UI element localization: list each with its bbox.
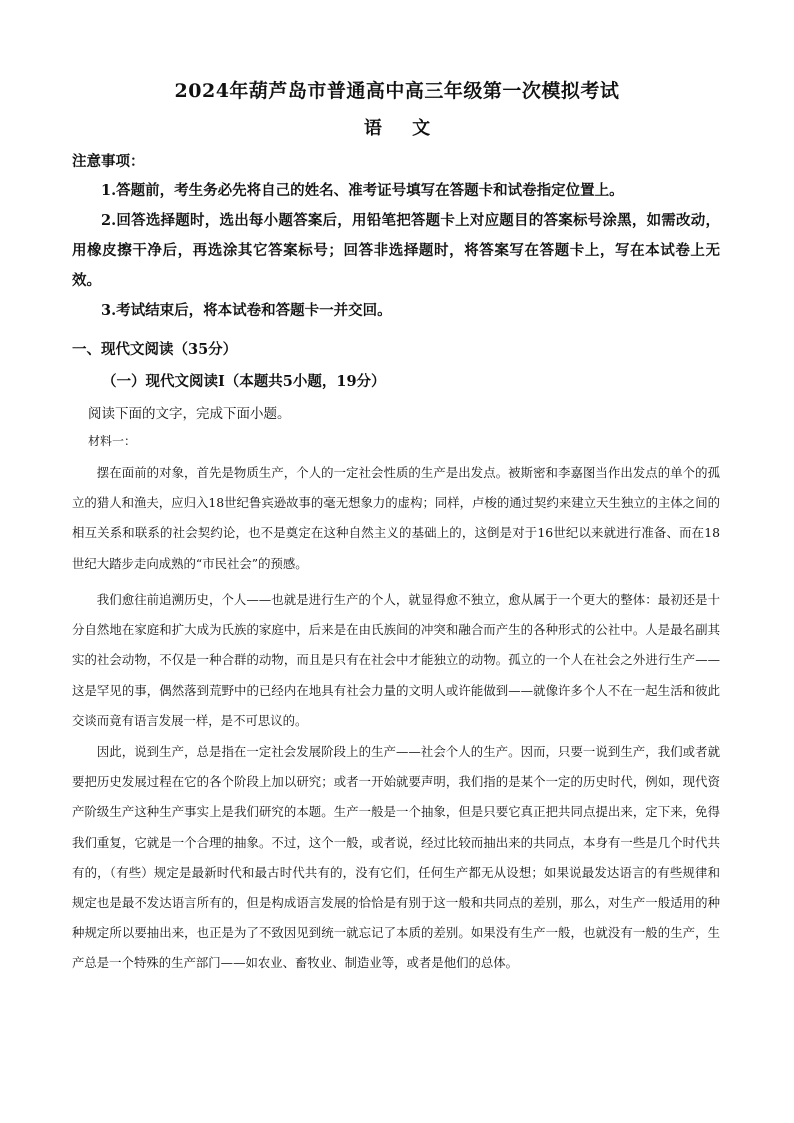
reading-instruction: 阅读下面的文字，完成下面小题。 <box>88 406 291 422</box>
section-subtitle: （一）现代文阅读Ⅰ（本题共5小题，19分） <box>102 373 386 390</box>
notice-heading: 注意事项： <box>72 153 145 170</box>
paragraph-text: 我们愈往前追溯历史，个人——也就是进行生产的个人，就显得愈不独立，愈从属于一个更大的整体：最初还是十分自然地在家庭和扩大成为氏族的家庭中，后来是在由氏族间的冲突和融合而产生的各种形式的公社中。人是最名副其实的社会动物，不仅是一种合群的动物，而且是只有在社会中才能独立的动物。孤立的一个人在社会之外进行生产——这是罕见的事，偶然落到荒野中的已经内在地具有社会力量的文明人或许能做到——就像许多个人不在一起生活和彼此交谈而竟有语言发展一样，是不可思议的。 <box>72 592 720 728</box>
notice-item-3: 3.考试结束后，将本试卷和答题卡一并交回。 <box>101 302 392 319</box>
subject-title: 语 文 <box>363 118 443 139</box>
notice-item-1: 1.答题前，考生务必先将自己的姓名、准考证号填写在答题卡和试卷指定位置上。 <box>101 182 624 199</box>
section-title: 一、现代文阅读（35分） <box>72 341 238 358</box>
passage-paragraph-3 <box>72 737 720 979</box>
notice-list <box>72 176 720 326</box>
passage-paragraph-1 <box>72 458 720 579</box>
material-label: 材料一： <box>88 434 137 448</box>
paragraph-text: 摆在面前的对象，首先是物质生产，个人的一定社会性质的生产是出发点。被斯密和李嘉图当作出发点的单个的孤立的猎人和渔夫，应归入18世纪鲁宾逊故事的毫无想象力的虚构；同样，卢梭的通过契约来建立天生独立的主体之间的相互关系和联系的社会契约论，也不是奠定在这种自然主义的基础上的，这倒是对于16世纪以来就进行准备、而在18世纪大踏步走向成熟的“市民社会”的预感。 <box>72 465 720 571</box>
passage-paragraph-2 <box>72 585 720 736</box>
notice-item-2: 2.回答选择题时，选出每小题答案后，用铅笔把答题卡上对应题目的答案标号涂黑，如需改动，用橡皮擦干净后，再选涂其它答案标号；回答非选择题时，将答案写在答题卡上，写在本试卷上无效。 <box>72 212 720 289</box>
paragraph-text: 因此，说到生产，总是指在一定社会发展阶段上的生产——社会个人的生产。因而，只要一说到生产，我们或者就要把历史发展过程在它的各个阶段上加以研究；或者一开始就要声明，我们指的是某个一定的历史时代，例如，现代资产阶级生产这种生产事实上是我们研究的本题。生产一般是一个抽象，但是只要它真正把共同点提出来，定下来，免得我们重复，它就是一个合理的抽象。不过，这个一般，或者说，经过比较而抽出来的共同点，本身有一些是几个时代共有的，（有些）规定是最新时代和最古时代共有的，没有它们，任何生产都无从设想；如果说最发达语言的有些规律和规定也是最不发达语言所有的，但是构成语言发展的恰恰是有别于这一般和共同点的差别，那么，对生产一般适用的种种规定所以要抽出来，也正是为了不致因见到统一就忘记了本质的差别。如果没有生产一般，也就没有一般的生产，生产总是一个特殊的生产部门——如农业、畜牧业、制造业等，或者是他们的总体。 <box>72 744 720 971</box>
exam-title: 2024年葫芦岛市普通高中高三年级第一次模拟考试 <box>174 80 620 102</box>
